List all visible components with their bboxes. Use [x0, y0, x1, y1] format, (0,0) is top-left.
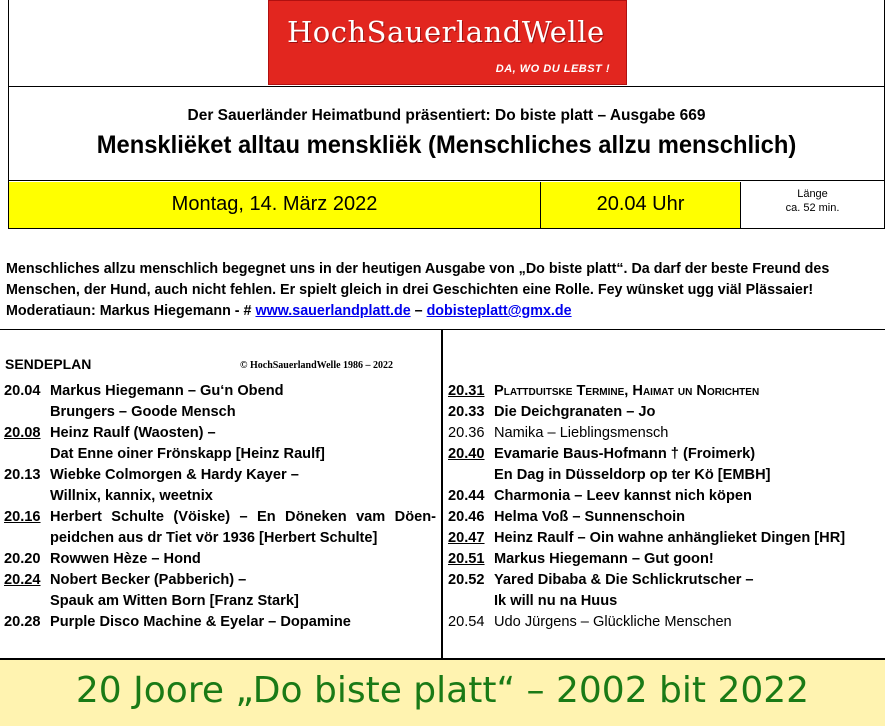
entry-time: 20.16 — [4, 509, 41, 525]
episode-description — [6, 259, 885, 322]
entry-time: 20.13 — [4, 467, 41, 483]
entry-time: 20.20 — [4, 551, 41, 567]
entry-text: Markus Hiegemann – Gu‘n Obend — [50, 383, 284, 399]
entry-text: Purple Disco Machine & Eyelar – Dopamine — [50, 614, 351, 630]
email-link[interactable]: dobisteplatt@gmx.de — [426, 303, 572, 319]
entry-text: Udo Jürgens – Glückliche Menschen — [494, 614, 732, 630]
title-row — [9, 87, 884, 181]
entry-time: 20.54 — [448, 614, 485, 630]
schedule-entry — [448, 444, 883, 465]
schedule-entry — [4, 444, 436, 465]
schedule-entry — [4, 381, 436, 402]
logo-slogan-text: DA, WO DU LEBST ! — [492, 63, 614, 75]
entry-text: Yared Dibaba & Die Schlickrutscher – — [494, 572, 754, 588]
schedule-entry — [4, 591, 436, 612]
length-info — [741, 187, 884, 215]
schedule-entry — [448, 486, 883, 507]
entry-text: Wiebke Colmorgen & Hardy Kayer – — [50, 467, 299, 483]
schedule-entry — [4, 570, 436, 591]
schedule-entry — [4, 402, 436, 423]
entry-time-spacer — [4, 591, 50, 612]
entry-time-spacer — [4, 486, 50, 507]
entry-time: 20.51 — [448, 551, 485, 567]
length-label: Länge — [797, 188, 828, 200]
schedule-entry — [4, 423, 436, 444]
entry-text: Heinz Raulf (Waosten) – — [50, 425, 216, 441]
entry-text: Charmonia – Leev kannst nich köpen — [494, 488, 752, 504]
entry-time: 20.08 — [4, 425, 41, 441]
schedule-right-column — [448, 381, 883, 633]
entry-text: Die Deichgranaten – Jo — [494, 404, 656, 420]
entry-time-spacer — [4, 402, 50, 423]
link-separator: – — [414, 303, 423, 319]
schedule-entry — [4, 612, 436, 633]
entry-time: 20.44 — [448, 488, 485, 504]
entry-time: 20.36 — [448, 425, 485, 441]
length-value: ca. 52 min. — [785, 202, 840, 214]
entry-text: En Dag in Düsseldorp op ter Kö [EMBH] — [494, 467, 771, 483]
date-row — [9, 182, 884, 229]
entry-time-spacer — [4, 444, 50, 465]
schedule-entry — [448, 465, 883, 486]
entry-text: Evamarie Baus-Hofmann † (Froimerk) — [494, 446, 756, 462]
logo-row — [9, 0, 884, 87]
schedule-left-column — [4, 381, 436, 633]
schedule-heading: SENDEPLAN — [5, 356, 92, 372]
entry-text: Willnix, kannix, weetnix — [50, 488, 213, 504]
column-divider — [441, 330, 443, 658]
broadcast-time: 20.04 Uhr — [541, 182, 741, 228]
entry-time: 20.04 — [4, 383, 41, 399]
schedule-entry — [4, 528, 436, 549]
entry-time: 20.52 — [448, 572, 485, 588]
entry-time-spacer — [4, 528, 50, 549]
entry-text: Namika – Lieblingsmensch — [494, 425, 669, 441]
broadcast-date: Montag, 14. März 2022 — [9, 182, 541, 228]
description-text: Menschliches allzu menschlich begegnet uns in der heutigen Ausgabe von „Do biste platt“. Da darf der beste Freund des Menschen, der Hund, auch nicht fehlen. Er spielt gleich in drei Geschichten eine Rolle. Fey wünsket ugg viäl Plässaier! — [6, 261, 830, 298]
entry-time: 20.46 — [448, 509, 485, 525]
entry-text: Herbert Schulte (Vöiske) – En Döneken vam Döen- — [50, 509, 436, 525]
website-link[interactable]: www.sauerlandplatt.de — [255, 303, 411, 319]
entry-text: Markus Hiegemann – Gut goon! — [494, 551, 714, 567]
entry-text: Dat Enne oiner Frönskapp [Heinz Raulf] — [50, 446, 325, 462]
entry-text: Heinz Raulf – Oin wahne anhänglieket Dingen [HR] — [494, 530, 846, 546]
entry-text: Ik will nu na Huus — [494, 593, 618, 609]
schedule-entry — [4, 507, 436, 528]
logo-wordmark: HochSauerlandWelle — [287, 15, 605, 49]
station-logo[interactable] — [268, 0, 627, 85]
entry-text: peidchen aus dr Tiet vör 1936 [Herbert Schulte] — [50, 530, 378, 546]
entry-text: Rowwen Hèze – Hond — [50, 551, 201, 567]
entry-time: 20.31 — [448, 383, 485, 399]
entry-text: Plattduitske Termine, Haimat un Norichten — [494, 383, 760, 399]
schedule-entry — [448, 507, 883, 528]
schedule-entry — [448, 591, 883, 612]
schedule-entry — [448, 528, 883, 549]
schedule-entry — [448, 612, 883, 633]
schedule-entry — [448, 381, 883, 402]
entry-text: Brungers – Goode Mensch — [50, 404, 236, 420]
anniversary-text: 20 Joore „Do biste platt“ – 2002 bit 2022 — [75, 670, 810, 711]
schedule-section — [0, 329, 885, 658]
entry-time: 20.28 — [4, 614, 41, 630]
entry-text: Spauk am Witten Born [Franz Stark] — [50, 593, 299, 609]
entry-time: 20.47 — [448, 530, 485, 546]
schedule-entry — [4, 486, 436, 507]
schedule-entry — [4, 465, 436, 486]
anniversary-banner — [0, 658, 885, 726]
logo-slogan — [269, 63, 614, 75]
entry-time: 20.40 — [448, 446, 485, 462]
schedule-entry — [4, 549, 436, 570]
schedule-entry — [448, 423, 883, 444]
schedule-entry — [448, 549, 883, 570]
episode-title: Menskliëket alltau menskliëk (Menschliches allzu menschlich) — [96, 131, 797, 159]
header-frame — [8, 0, 885, 229]
copyright-notice: © HochSauerlandWelle 1986 – 2022 — [240, 360, 394, 371]
schedule-entry — [448, 402, 883, 423]
moderation-prefix: Moderatiaun: Markus Hiegemann - # — [6, 303, 252, 319]
entry-text: Nobert Becker (Pabberich) – — [50, 572, 247, 588]
entry-time: 20.33 — [448, 404, 485, 420]
entry-time-spacer — [448, 591, 494, 612]
schedule-entry — [448, 570, 883, 591]
entry-text: Helma Voß – Sunnenschoin — [494, 509, 686, 525]
show-subtitle: Der Sauerländer Heimatbund präsentiert: Do biste platt – Ausgabe 669 — [187, 107, 706, 124]
entry-time-spacer — [448, 465, 494, 486]
moderation-line — [6, 303, 572, 319]
entry-time: 20.24 — [4, 572, 41, 588]
